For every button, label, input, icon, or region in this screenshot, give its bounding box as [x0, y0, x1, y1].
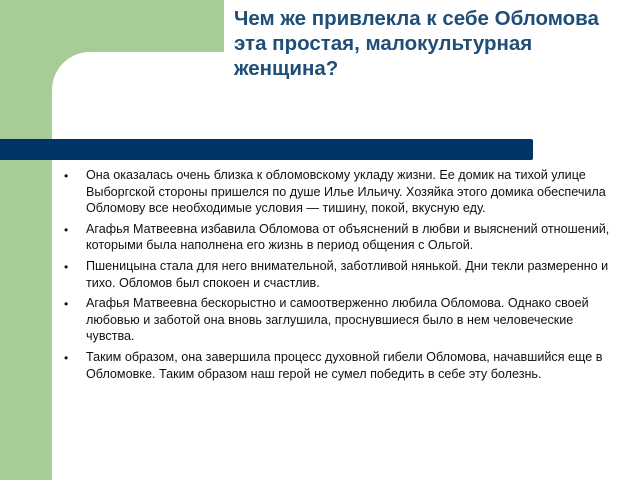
bullet-item — [0, 221, 620, 254]
bullet-text: Таким образом, она завершила процесс духовной гибели Обломова, начавшийся еще в Обломовке. Таким образом наш герой не сумел победить в себе эту болезнь. — [86, 349, 603, 381]
slide-title: Чем же привлекла к себе Обломова эта простая, малокультурная женщина? — [234, 7, 599, 80]
bullet-text: Она оказалась очень близка к обломовскому укладу жизни. Ее домик на тихой улице Выборгской стороны пришелся по душе Илье Ильичу. Хозяйка этого домика обеспечила Обломову все необходимые условия — тишину, покой, вкусную еду. — [86, 168, 606, 216]
bullet-icon: • — [64, 259, 69, 274]
bullet-text: Пшеницына стала для него внимательной, заботливой нянькой. Дни текли размеренно и тихо. Обломов был спокоен и счастлив. — [86, 258, 609, 290]
bullet-text: Агафья Матвеевна бескорыстно и самоотверженно любила Обломова. Однако своей любовью и заботой она вновь заглушила, проснувшиеся было в нем человеческие чувства. — [86, 296, 589, 344]
bullet-list — [0, 167, 620, 386]
bullet-icon: • — [64, 169, 69, 183]
bullet-icon: • — [64, 222, 69, 237]
bullet-icon: • — [64, 297, 69, 312]
bullet-icon: • — [64, 350, 69, 365]
bullet-item — [0, 258, 620, 291]
bullet-item — [0, 167, 620, 217]
bullet-item — [0, 295, 620, 345]
bullet-text: Агафья Матвеевна избавила Обломова от объяснений в любви и выяснений отношений, которыми была наполнена его жизнь в период общения с Ольгой. — [86, 221, 610, 253]
title-divider-bar — [0, 139, 533, 160]
bullet-item — [0, 349, 620, 382]
